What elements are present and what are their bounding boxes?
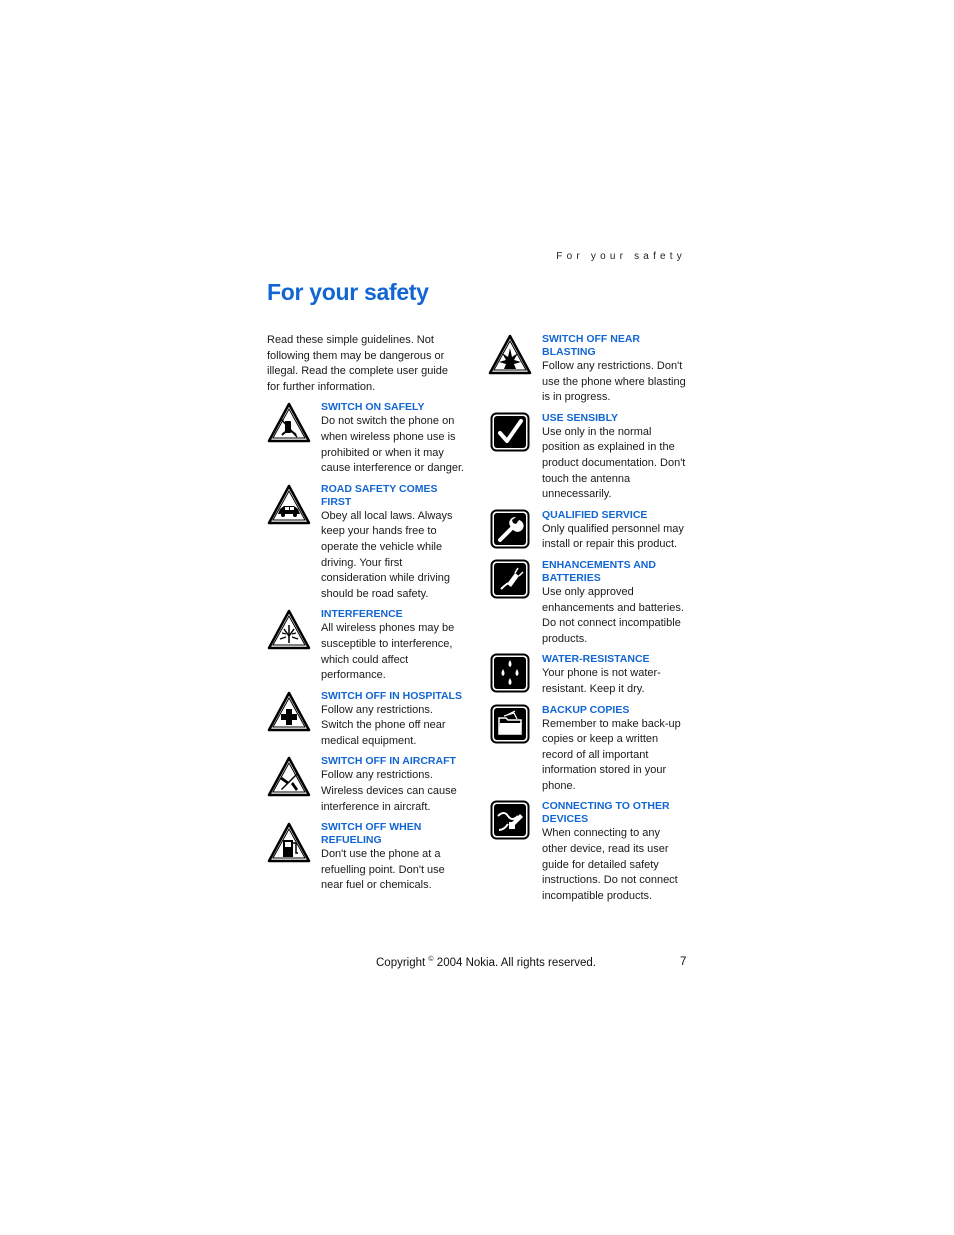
copyright-prefix: Copyright (376, 956, 426, 969)
item-title: SWITCH ON SAFELY (321, 401, 425, 414)
copyright-symbol: © (428, 956, 434, 963)
list-item (488, 800, 688, 904)
list-item (488, 333, 688, 406)
item-text: Your phone is not water-resistant. Keep it dry. (542, 667, 661, 695)
item-text: When connecting to any other device, read its user guide for detailed safety instructions. Do not connect incompatible products. (542, 827, 678, 902)
car-icon (267, 483, 311, 527)
right-column (488, 333, 688, 910)
list-item (488, 559, 688, 647)
item-title: SWITCH OFF WHEN REFUELING (321, 821, 422, 847)
running-header: For your safety (556, 251, 686, 262)
item-title: ROAD SAFETY COMES FIRST (321, 482, 438, 508)
list-item (267, 483, 467, 603)
list-item (267, 690, 467, 750)
water-drops-icon (490, 653, 530, 693)
list-item (488, 704, 688, 795)
item-title: CONNECTING TO OTHER DEVICES (542, 800, 670, 826)
item-text: Follow any restrictions. Wireless devices can cause interference in aircraft. (321, 769, 457, 813)
item-title: INTERFERENCE (321, 608, 403, 621)
list-item (488, 509, 688, 553)
copyright-suffix: 2004 Nokia. All rights reserved. (436, 956, 596, 969)
item-title: SWITCH OFF NEAR BLASTING (542, 333, 640, 358)
folder-icon (490, 704, 530, 744)
fuel-pump-icon (267, 821, 311, 865)
list-item (267, 821, 467, 894)
item-text: Do not switch the phone on when wireless phone use is prohibited or when it may cause interference or danger. (321, 415, 465, 475)
item-text: Remember to make back-up copies or keep a written record of all important information stored in your phone. (542, 717, 681, 792)
item-text: All wireless phones may be susceptible to interference, which could affect performance. (321, 622, 455, 682)
checkmark-icon (490, 412, 530, 452)
item-title: BACKUP COPIES (542, 703, 630, 716)
item-text: Only qualified personnel may install or repair this product. (542, 522, 684, 551)
item-title: USE SENSIBLY (542, 411, 619, 424)
list-item (488, 653, 688, 697)
page-title: For your safety (267, 279, 429, 305)
item-title: SWITCH OFF IN AIRCRAFT (321, 755, 456, 768)
item-title: WATER-RESISTANCE (542, 653, 650, 666)
battery-connector-icon (490, 559, 530, 599)
item-text: Obey all local laws. Always keep your hands free to operate the vehicle while driving. Your first consideration while driving should be road safety. (321, 509, 453, 600)
aircraft-icon (267, 755, 311, 799)
item-text: Don't use the phone at a refuelling point. Don't use near fuel or chemicals. (321, 848, 445, 892)
copyright-footer (376, 956, 596, 969)
plug-icon (490, 800, 530, 840)
item-text: Follow any restrictions. Don't use the phone where blasting is in progress. (542, 360, 686, 404)
list-item (267, 755, 467, 815)
left-column (267, 333, 467, 900)
intro-text: Read these simple guidelines. Not following them may be dangerous or illegal. Read the complete user guide for further information. (267, 334, 449, 393)
item-title: SWITCH OFF IN HOSPITALS (321, 689, 462, 702)
list-item (488, 412, 688, 503)
item-text: Use only in the normal position as explained in the product documentation. Don't touch the antenna unnecessarily. (542, 425, 686, 501)
list-item (267, 608, 467, 683)
list-item (267, 401, 467, 476)
no-phone-icon (267, 401, 311, 445)
item-text: Use only approved enhancements and batteries. Do not connect incompatible products. (542, 585, 684, 645)
item-title: QUALIFIED SERVICE (542, 508, 648, 521)
blasting-icon (488, 333, 532, 377)
page-number: 7 (680, 956, 687, 968)
item-title: ENHANCEMENTS AND BATTERIES (542, 558, 656, 584)
interference-icon (267, 608, 311, 652)
item-text: Follow any restrictions. Switch the phone off near medical equipment. (321, 703, 446, 747)
wrench-icon (490, 509, 530, 549)
hospital-cross-icon (267, 690, 311, 734)
